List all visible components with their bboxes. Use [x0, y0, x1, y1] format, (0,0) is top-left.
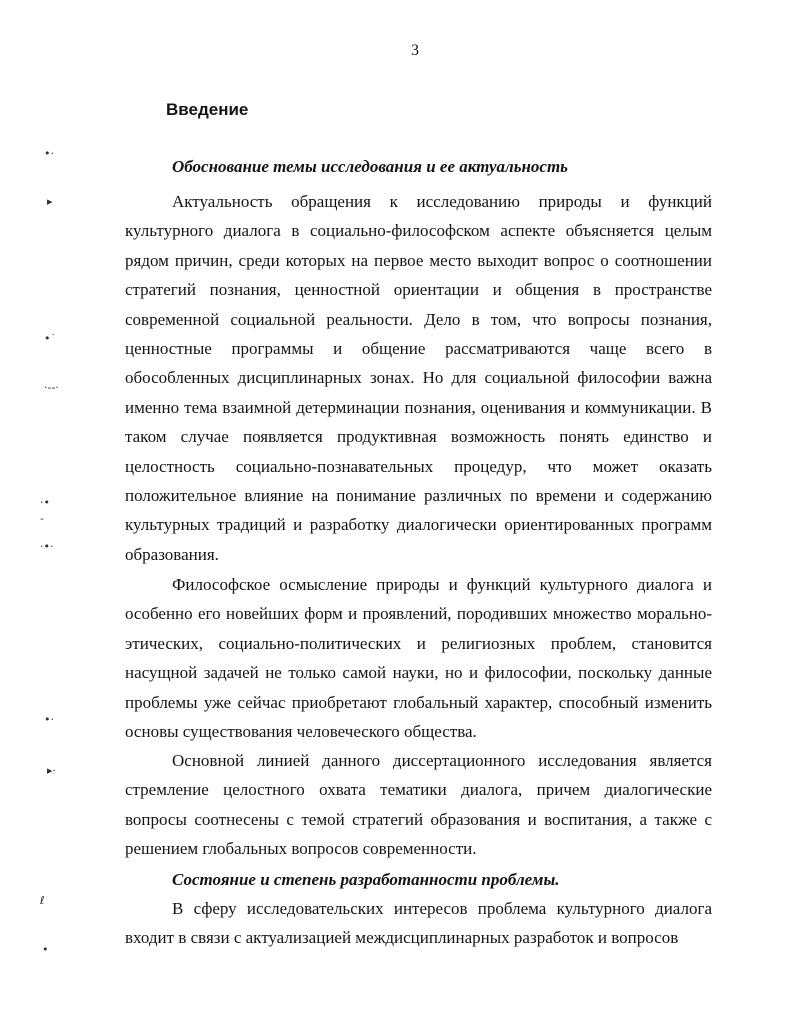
paragraph-3: Основной линией данного диссертационного исследования является стремление целостного охвата тематики диалога, причем диалогические вопросы соотнесены с темой стратегий образования и воспитания, а также с решением глобальных вопросов современности.: [125, 751, 712, 859]
paragraph-4: В сферу исследовательских интересов проблема культурного диалога входит в связи с актуализацией междисциплинарных разработок и вопросов: [125, 899, 712, 948]
section-heading: Введение: [166, 100, 249, 119]
scan-speck-mark: •·: [44, 713, 54, 726]
scan-speck-mark: ▸: [47, 195, 53, 208]
scan-speck-mark: ·•·: [40, 540, 54, 553]
scan-speck-mark: ·--·: [44, 381, 59, 394]
scan-speck-mark: •·: [44, 147, 54, 160]
scan-speck-mark: ·•: [40, 496, 50, 509]
scan-speck-mark: ▸·: [47, 764, 57, 777]
scan-speck-mark: -: [40, 512, 44, 525]
scan-speck-mark: •˙: [44, 332, 56, 345]
scan-speck-mark: •: [42, 943, 49, 956]
page-number: 3: [411, 42, 419, 59]
paragraph-2: Философское осмысление природы и функций культурного диалога и особенно его новейших форм и проявлений, породивших множество морально-этических, социально-политических и религиозных проблем, становится насущной задачей не только самой науки, но и философии, поскольку данные проблемы уже сейчас приобретают глобальный характер, способный изменить основы существования человеческого общества.: [125, 575, 712, 742]
paragraph-1: Актуальность обращения к исследованию природы и функций культурного диалога в социально-философском аспекте объясняется целым рядом причин, среди которых на первое место выходит вопрос о соотношении стратегий познания, ценностной ориентации и общения в пространстве современной социальной реальности. Дело в том, что вопросы познания, ценностные программы и общение рассматриваются чаще всего в обособленных дисциплинарных зонах. Но для социальной философии важна именно тема взаимной детерминации познания, оценивания и коммуникации. В таком случае появляется продуктивная возможность понять единство и целостность социально-познавательных процедур, что может оказать положительное влияние на понимание различных по времени и содержанию культурных традиций и разработку диалогически ориентированных программ образования.: [125, 192, 712, 564]
subsection-title-relevance: Обоснование темы исследования и ее актуальность: [172, 157, 568, 176]
subsection-title-state: Состояние и степень разработанности проблемы.: [172, 870, 560, 889]
scan-speck-mark: ℓ: [40, 894, 45, 907]
